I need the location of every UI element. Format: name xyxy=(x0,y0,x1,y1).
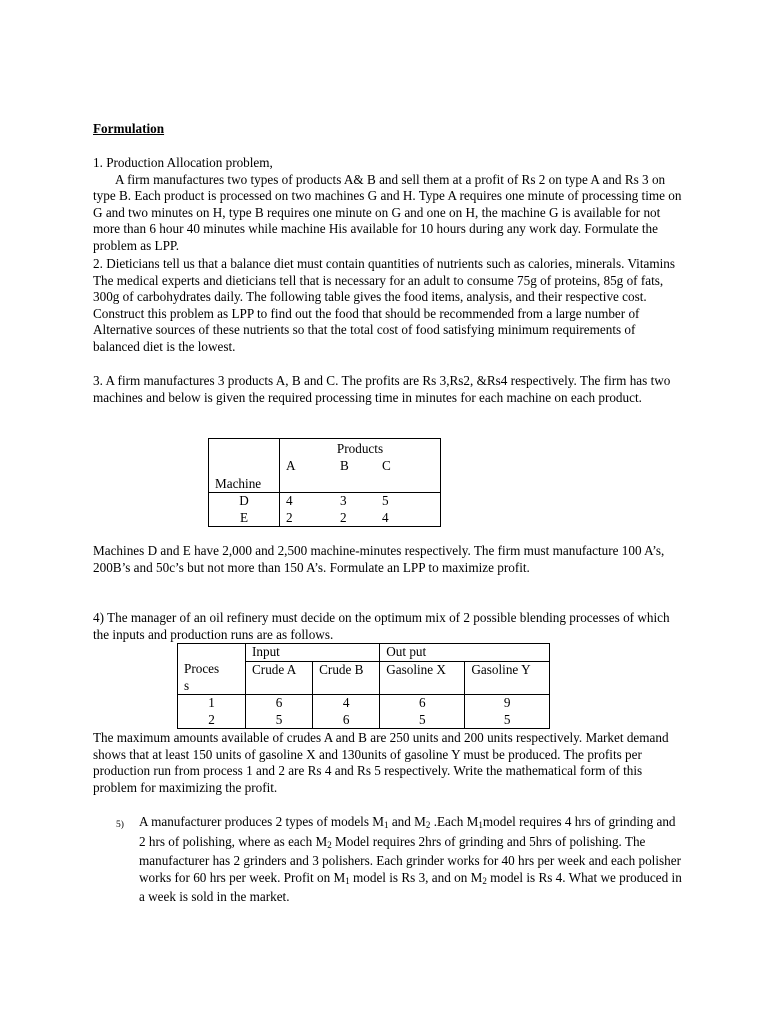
col-crude-a: Crude A xyxy=(246,661,313,695)
question-5: A manufacturer produces 2 types of models M1 and M2 .Each M1model requires 4 hrs of grinding and 2 hrs of polishing, where as each M2 Model requires 2hrs of grinding and 5hrs of polishing. The manufacturer has 2 grinders and 3 polishers. Each grinder works for 40 hrs per week and each polisher works for 60 hrs per week. Profit on M1 model is Rs 3, and on M2 model is Rs 4. What we produced in a week is sold in the market. xyxy=(139,814,682,905)
input-header: Input xyxy=(246,644,380,662)
machine-d: D xyxy=(239,493,249,509)
question-2 xyxy=(93,256,683,356)
products-header: Products xyxy=(280,439,441,458)
cell: 6 xyxy=(342,711,350,727)
cell: 4 xyxy=(286,493,293,509)
machine-time-table xyxy=(208,438,441,527)
refinery-table: Input Out put Proces s Crude A Crude B Gasoline X Gasoline Y 1 2 6 5 4 6 6 5 9 5 xyxy=(177,643,550,729)
col-c: C xyxy=(382,457,391,473)
cell: 6 xyxy=(419,695,426,711)
cell: 9 xyxy=(503,695,511,711)
output-header: Out put xyxy=(380,644,550,662)
q1-title: 1. Production Allocation problem, xyxy=(93,155,273,170)
col-gasoline-y: Gasoline Y xyxy=(465,661,550,695)
process-1: 1 xyxy=(208,695,215,711)
cell: 5 xyxy=(382,493,389,509)
cell: 5 xyxy=(419,711,426,727)
process-header: Proces xyxy=(184,661,220,677)
cell: 4 xyxy=(342,695,350,711)
col-b: B xyxy=(340,457,349,473)
heading-formulation: Formulation xyxy=(93,121,165,136)
q1-text: A firm manufactures two types of products A& B and sell them at a profit of Rs 2 on type A and Rs 3 on type B. Each product is processed on two machines G and H. Type A requires one minute of processing time on G and two minutes on H, type B requires one minute on G and one on H, the machine G is available for not more than 6 hour 40 minutes while machine His available for 10 hours during any work day. Formulate the problem as LPP. xyxy=(93,171,682,253)
cell: 4 xyxy=(382,509,389,525)
question-4 xyxy=(93,610,683,643)
q4-after: The maximum amounts available of crudes A and B are 250 units and 200 units respectively. Market demand shows that at least 150 units of gasoline X and 130units of gasoline Y must be produced. The profits per production run from process 1 and 2 are Rs 4 and Rs 5 respectively. Write the mathematical form of this problem for maximizing the profit. xyxy=(93,730,669,795)
machine-header: Machine xyxy=(209,458,280,493)
cell: 2 xyxy=(340,509,347,525)
cell: 3 xyxy=(340,493,347,509)
q4-text: 4) The manager of an oil refinery must decide on the optimum mix of 2 possible blending processes of which the inputs and production runs are as follows. xyxy=(93,610,670,642)
q3-after: Machines D and E have 2,000 and 2,500 machine-minutes respectively. The firm must manufacture 100 A’s, 200B’s and 50c’s but not more than 150 A’s. Formulate an LPP to maximize profit. xyxy=(93,543,665,575)
question-3 xyxy=(93,373,683,406)
cell: 6 xyxy=(275,695,283,711)
q5-number: 5) xyxy=(116,820,124,830)
col-crude-b: Crude B xyxy=(313,661,380,695)
q2-text: 2. Dieticians tell us that a balance diet must contain quantities of nutrients such as calories, minerals. Vitamins The medical experts and dieticians tell that is necessary for an adult to consume 75g of proteins, 85g of fats, 300g of carbohydrates daily. The following table gives the food items, analysis, and their respective cost. Construct this problem as LPP to find out the food that should be recommended from a large number of Alternative sources of these nutrients so that the total cost of food satisfying minimum requirements of balanced diet is the lowest. xyxy=(93,256,676,354)
cell: 5 xyxy=(503,711,511,727)
col-a: A xyxy=(286,457,296,473)
question-1 xyxy=(93,155,683,255)
process-2: 2 xyxy=(208,711,215,727)
q3-text: 3. A firm manufactures 3 products A, B and C. The profits are Rs 3,Rs2, &Rs4 respectively. The firm has two machines and below is given the required processing time in minutes for each machine on each product. xyxy=(93,373,671,405)
cell: 5 xyxy=(275,711,283,727)
col-gasoline-x: Gasoline X xyxy=(380,661,465,695)
machine-e: E xyxy=(239,509,249,525)
cell: 2 xyxy=(286,509,293,525)
